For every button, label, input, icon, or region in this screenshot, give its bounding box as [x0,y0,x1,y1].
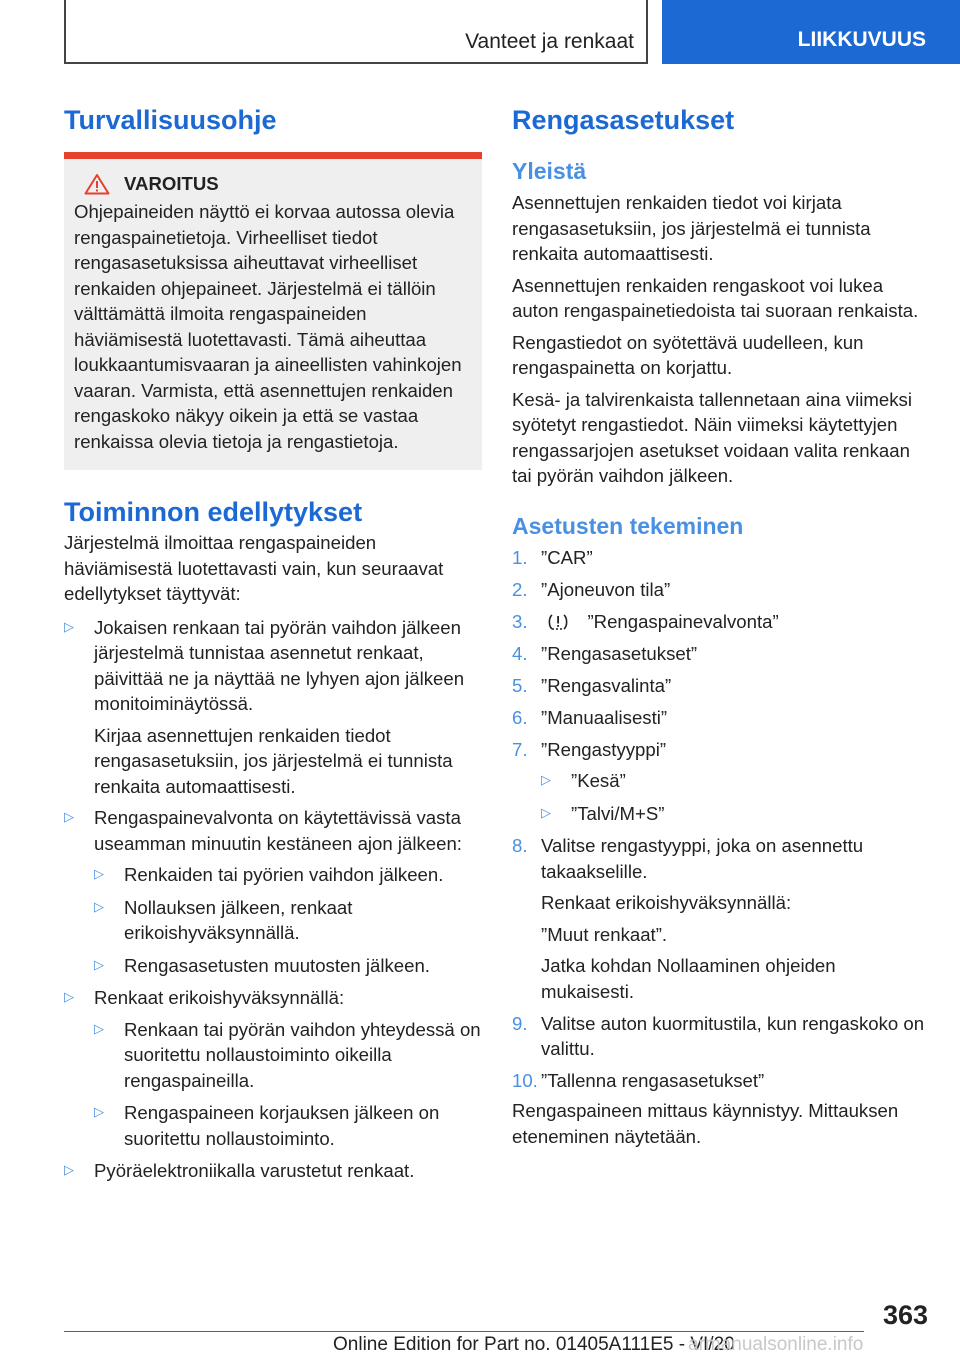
list-item-text: Pyöräelektroniikalla varustetut renkaat. [94,1160,415,1181]
general-heading: Yleistä [512,158,587,184]
sub-list-item-text: Renkaiden tai pyörien vaihdon jälkeen. [124,864,444,885]
right-column [512,100,928,1149]
general-paragraph: Kesä- ja talvirenkaista tallennetaan aina viimeksi syötetyt rengastiedot. Näin viimeksi käytettyjen rengassarjojen asetukset voidaan valita renkaan tai pyörän vaihdon jälkeen. [512,388,912,486]
general-paragraph: Asennettujen renkaiden tiedot voi kirjata rengasasetuksiin, jos järjestelmä ei tunnista renkaita automaattisesti. [512,192,871,264]
step-number: 6. [512,706,528,728]
sub-list-item [94,862,482,888]
warning-title: VAROITUS [124,173,219,194]
step-number: 4. [512,642,528,664]
closing-paragraph: Rengaspaineen mittaus käynnistyy. Mittauksen eteneminen näytetään. [512,1100,899,1147]
step-number: 3. [512,610,528,632]
steps-list [512,545,928,1094]
general-paragraph: Rengastiedot on syötettävä uudelleen, kun rengaspainetta on korjattu. [512,331,864,378]
watermark: armanualsonline.info [688,1334,864,1355]
step-number: 8. [512,835,528,856]
prerequisites-heading: Toiminnon edellytykset [64,497,363,527]
warning-title-row [74,173,472,195]
prerequisites-intro: Järjestelmä ilmoittaa rengaspaineiden häviämisestä luotettavasti vain, kun seuraavat edellytykset täyttyvät: [64,532,444,604]
triangle-bullet-icon: ▷ [94,956,104,972]
list-item [64,805,482,978]
sub-list-item [541,801,928,827]
step-text: ”Ajoneuvon tila” [541,578,671,600]
step-number: 7. [512,738,528,760]
triangle-bullet-icon: ▷ [64,1162,74,1177]
general-paragraph: Asennettujen renkaiden rengaskoot voi lukea auton rengaspainetiedoista tai suoraan renkaista. [512,274,919,321]
list-item-text: Jokaisen renkaan tai pyörän vaihdon jälkeen järjestelmä tunnistaa asennetut renkaat, päivittää ne ja näyttää ne lyhyen ajon jälkeen monitoiminäytössä. [94,616,465,714]
list-item-text: Rengaspainevalvonta on käytettävissä vasta useamman minuutin kestäneen ajon jälkeen: [94,807,462,854]
sub-list-item [94,1017,482,1094]
triangle-bullet-icon: ▷ [64,618,74,634]
step-number: 9. [512,1012,528,1034]
triangle-bullet-icon: ▷ [541,804,551,820]
sub-list-item [541,768,928,794]
sub-list [94,862,482,978]
step-item [512,705,928,731]
list-item [64,1158,482,1184]
left-column [64,100,482,1190]
triangle-bullet-icon: ▷ [541,772,551,787]
triangle-bullet-icon: ▷ [94,898,104,914]
step-item [512,673,928,699]
sub-list-item-text: Rengasasetusten muutosten jälkeen. [124,954,430,976]
step-text: ”Rengaspainevalvonta” [587,610,779,632]
tire-pressure-warning-icon [547,612,569,632]
step-continuation: Jatka kohdan Nollaaminen ohjeiden mukaisesti. [541,955,836,1002]
safety-heading: Turvallisuusohje [64,105,277,135]
edition-text: Online Edition for Part no. 01405A111E5 - VI/20 [333,1334,735,1355]
list-item-text: Renkaat erikoishyväksynnällä: [94,987,345,1008]
footer-rule [64,1331,864,1332]
warning-triangle-icon [84,173,110,195]
step-text: ”Rengastyyppi” [541,738,667,760]
step-number: 10. [512,1070,538,1091]
list-item [64,615,482,800]
step-text: ”Rengasasetukset” [541,642,698,664]
triangle-bullet-icon: ▷ [94,1104,104,1119]
step-text: ”Tallenna rengasasetukset” [541,1070,765,1091]
section-title: Vanteet ja renkaat [465,30,634,53]
chapter-tab [662,0,960,64]
step-item [512,609,928,635]
sub-list-item [94,895,482,946]
triangle-bullet-icon: ▷ [64,809,74,824]
page-number: 363 [882,1300,928,1330]
tire-settings-heading: Rengasasetukset [512,105,735,135]
triangle-bullet-icon: ▷ [64,989,74,1004]
warning-box [64,159,482,470]
sub-list-item-text: Rengaspaineen korjauksen jälkeen on suoritettu nollaustoiminto. [124,1102,440,1149]
step-text: ”Manuaalisesti” [541,706,668,728]
sub-list-item-text: ”Kesä” [571,770,626,791]
step-continuation: Renkaat erikoishyväksynnällä: [541,892,792,913]
step-item [512,737,928,827]
sub-list-item [94,1100,482,1151]
step-item [512,545,928,571]
step-text: ”Rengasvalinta” [541,674,672,696]
triangle-bullet-icon: ▷ [94,1020,104,1036]
prerequisites-list [64,615,482,1184]
sub-list-item [94,953,482,979]
chapter-label: LIIKKUVUUS [797,28,926,51]
warning-text: Ohjepaineiden näyttö ei korvaa autossa olevia rengaspainetietoja. Virheelliset tiedot rengasasetuksissa aiheuttavat virheelliset renkaiden ohjepaineet. Järjestelmä ei tällöin välttämättä ilmoita rengaspaineiden häviämisestä luotettavasti. Tämä aiheuttaa loukkaantumisvaaran ja aineellisten vahinkojen vaaran. Varmista, että asennettujen renkaiden rengaskoko näkyy oikein ja että se vastaa renkaissa olevia tietoja ja rengastietoja. [74,201,462,452]
list-item [64,985,482,1151]
step-text: Valitse rengastyyppi, joka on asennettu takaakselille. [541,835,864,882]
step-number: 2. [512,578,528,600]
step-text: ”CAR” [541,546,593,568]
step-item [512,641,928,667]
warning-bar [64,152,482,159]
step-item [512,1068,928,1094]
sub-list [94,1017,482,1152]
step-item [512,833,928,1004]
sub-list-item-text: Nollauksen jälkeen, renkaat erikoishyväksynnällä. [124,896,353,943]
step-number: 1. [512,546,528,568]
triangle-bullet-icon: ▷ [94,866,104,881]
step-continuation: ”Muut renkaat”. [541,923,668,945]
sub-list [541,768,928,826]
step-text: Valitse auton kuormitustila, kun rengaskoko on valittu. [541,1012,925,1059]
step-number: 5. [512,674,528,696]
making-settings-heading: Asetusten tekeminen [512,512,744,539]
step-item [512,577,928,603]
list-item-continuation: Kirjaa asennettujen renkaiden tiedot rengasasetuksiin, jos järjestelmä ei tunnista renkaita automaattisesti. [94,724,453,797]
sub-list-item-text: ”Talvi/M+S” [571,802,665,824]
step-item [512,1011,928,1062]
sub-list-item-text: Renkaan tai pyörän vaihdon yhteydessä on suoritettu nollaustoiminto oikeilla rengaspaineilla. [124,1018,481,1091]
